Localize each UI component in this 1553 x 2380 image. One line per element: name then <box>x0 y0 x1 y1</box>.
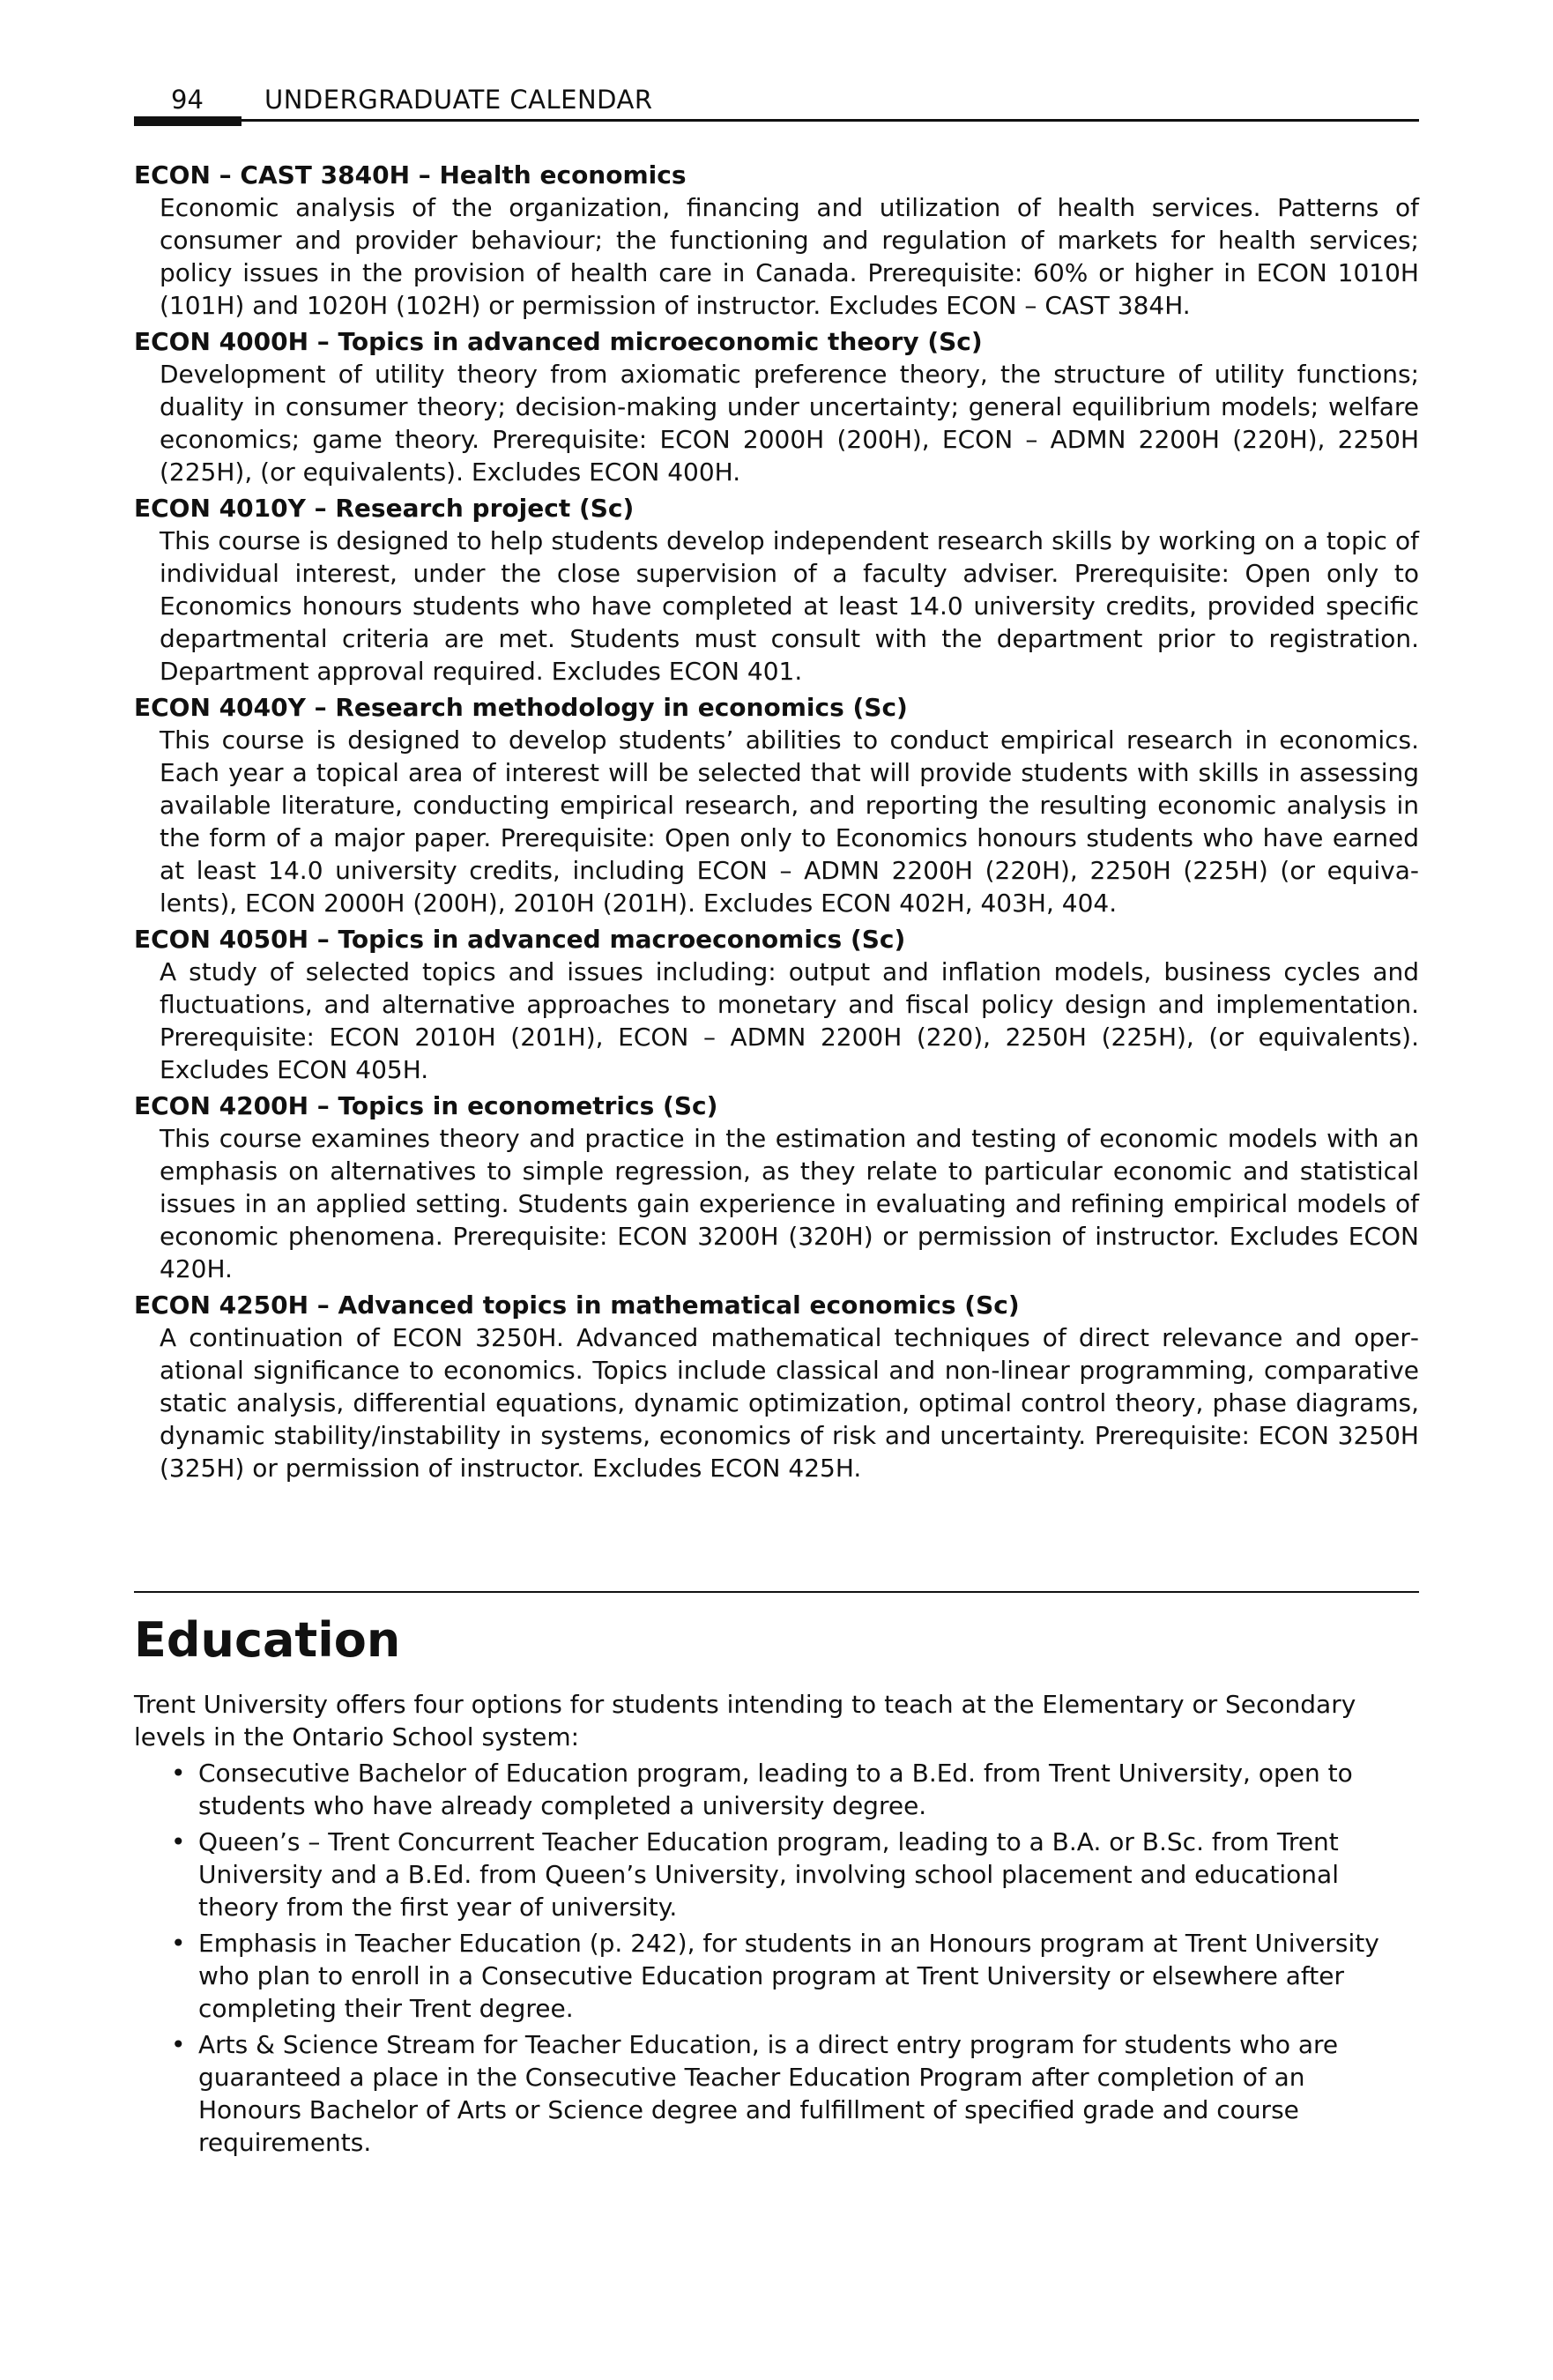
option-text: Arts & Science Stream for Teacher Education, is a direct entry program for students who are guaranteed a place in the Consecutive Teacher Education Program after completion of an Honours Bachelor of Arts or Science degree and fulfillment of specified grade and course requirements. <box>198 2030 1339 2157</box>
running-head: UNDERGRADUATE CALENDAR <box>264 85 653 115</box>
course-title: ECON 4000H – Topics in advanced microeconomic theory (Sc) <box>134 327 983 356</box>
course-title: ECON 4010Y – Research project (Sc) <box>134 494 635 523</box>
course-description: Development of utility theory from axiomatic preference theory, the structure of utility functions; duality in consumer theory; decision-making under uncertainty; general equilibrium models; welfare economics; game theory. Prerequisite: ECON 2000H (200H), ECON – ADMN 2200H (220H), 2250H (225H), (or equivalents). Excludes ECON 400H. <box>160 360 1419 487</box>
course-title: ECON 4040Y – Research methodology in economics (Sc) <box>134 693 908 722</box>
section-intro: Trent University offers four options for students intending to teach at the Elementary or Secondary levels in the Ontario School system: <box>134 1690 1356 1752</box>
course-description: This course is designed to develop students’ abilities to conduct empirical research in economics. Each year a topical area of interest will be selected that will provide students with skills in assessing available literature, conducting empirical research, and reporting the resulting economic analysis in the form of a major paper. Prerequisite: Open only to Economics honours students who have earned at least 14.0 university credits, including ECON – ADMN 2200H (220H), 2250H (225H) (or equivalents), ECON 2000H (200H), 2010H (201H). Excludes ECON 402H, 403H, 404. <box>160 725 1419 918</box>
list-item <box>134 1757 1403 1822</box>
section-divider <box>134 1591 1419 1593</box>
option-text: Consecutive Bachelor of Education program, leading to a B.Ed. from Trent University, open to students who have already completed a university degree. <box>198 1759 1353 1820</box>
header-rule <box>134 119 1419 122</box>
page-number: 94 <box>171 85 204 115</box>
list-item <box>134 1826 1403 1923</box>
list-item <box>134 1927 1403 2025</box>
bullet-icon: • <box>171 1929 186 1958</box>
header-tab-marker <box>134 116 241 126</box>
course-description: This course is designed to help students develop independent research skills by working on a topic of individual interest, under the close supervision of a faculty adviser. Prerequisite: Open only to Economics honours students who have completed at least 14.0 university credits, provided specific departmental criteria are met. Students must consult with the department prior to registration. Department approval required. Excludes ECON 401. <box>160 526 1419 686</box>
option-text: Emphasis in Teacher Education (p. 242), for students in an Honours program at Trent University who plan to enroll in a Consecutive Education program at Trent University or elsewhere after completing their Trent degree. <box>198 1929 1379 2023</box>
course-entry-econ-4200h <box>134 1090 1419 1285</box>
list-item <box>134 2028 1403 2159</box>
course-title: ECON 4250H – Advanced topics in mathematical economics (Sc) <box>134 1290 1020 1320</box>
bullet-icon: • <box>171 2030 186 2059</box>
course-title: ECON 4050H – Topics in advanced macroeconomics (Sc) <box>134 925 906 954</box>
option-text: Queen’s – Trent Concurrent Teacher Education program, leading to a B.A. or B.Sc. from Trent University and a B.Ed. from Queen’s University, involving school placement and educational theory from the first year of university. <box>198 1827 1339 1922</box>
course-entry-econ-4050h <box>134 923 1419 1086</box>
course-description: This course examines theory and practice in the estimation and testing of economic models with an emphasis on alternatives to simple regression, as they relate to particular economic and statistical issues in an applied setting. Students gain experience in evaluating and refining empirical models of economic phenomena. Prerequisite: ECON 3200H (320H) or permission of instructor. Excludes ECON 420H. <box>160 1124 1419 1283</box>
page-header <box>134 79 1419 122</box>
course-entry-econ-4010y <box>134 492 1419 688</box>
course-entry-econ-cast-3840h <box>134 159 1419 322</box>
course-entry-econ-4000h <box>134 325 1419 488</box>
course-title: ECON 4200H – Topics in econometrics (Sc) <box>134 1091 718 1120</box>
course-description: A continuation of ECON 3250H. Advanced mathematical techniques of direct relevance and operational significance to economics. Topics include classical and non-linear programming, comparative static analysis, differential equations, dynamic optimization, optimal control theory, phase diagrams, dynamic stability/instability in systems, economics of risk and uncertainty. Prerequisite: ECON 3250H (325H) or permission of instructor. Excludes ECON 425H. <box>160 1323 1419 1483</box>
course-entry-econ-4040y <box>134 691 1419 919</box>
course-entry-econ-4250h <box>134 1289 1419 1484</box>
bullet-icon: • <box>171 1827 186 1856</box>
course-title: ECON – CAST 3840H – Health economics <box>134 160 687 190</box>
course-description: Economic analysis of the organization, financing and utilization of health services. Patterns of consumer and provider behaviour; the functioning and regulation of markets for health services; policy issues in the provision of health care in Canada. Prerequisite: 60% or higher in ECON 1010H (101H) and 1020H (102H) or permission of instructor. Excludes ECON – CAST 384H. <box>160 193 1419 320</box>
section-heading-education: Education <box>134 1612 401 1668</box>
course-description: A study of selected topics and issues including: output and inflation models, business cycles and fluctuations, and alternative approaches to monetary and fiscal policy design and implementation. Prerequisite: ECON 2010H (201H), ECON – ADMN 2200H (220), 2250H (225H), (or equivalents). Excludes ECON 405H. <box>160 957 1419 1084</box>
education-options-list <box>134 1757 1403 2162</box>
course-list <box>134 159 1419 1488</box>
bullet-icon: • <box>171 1759 186 1788</box>
